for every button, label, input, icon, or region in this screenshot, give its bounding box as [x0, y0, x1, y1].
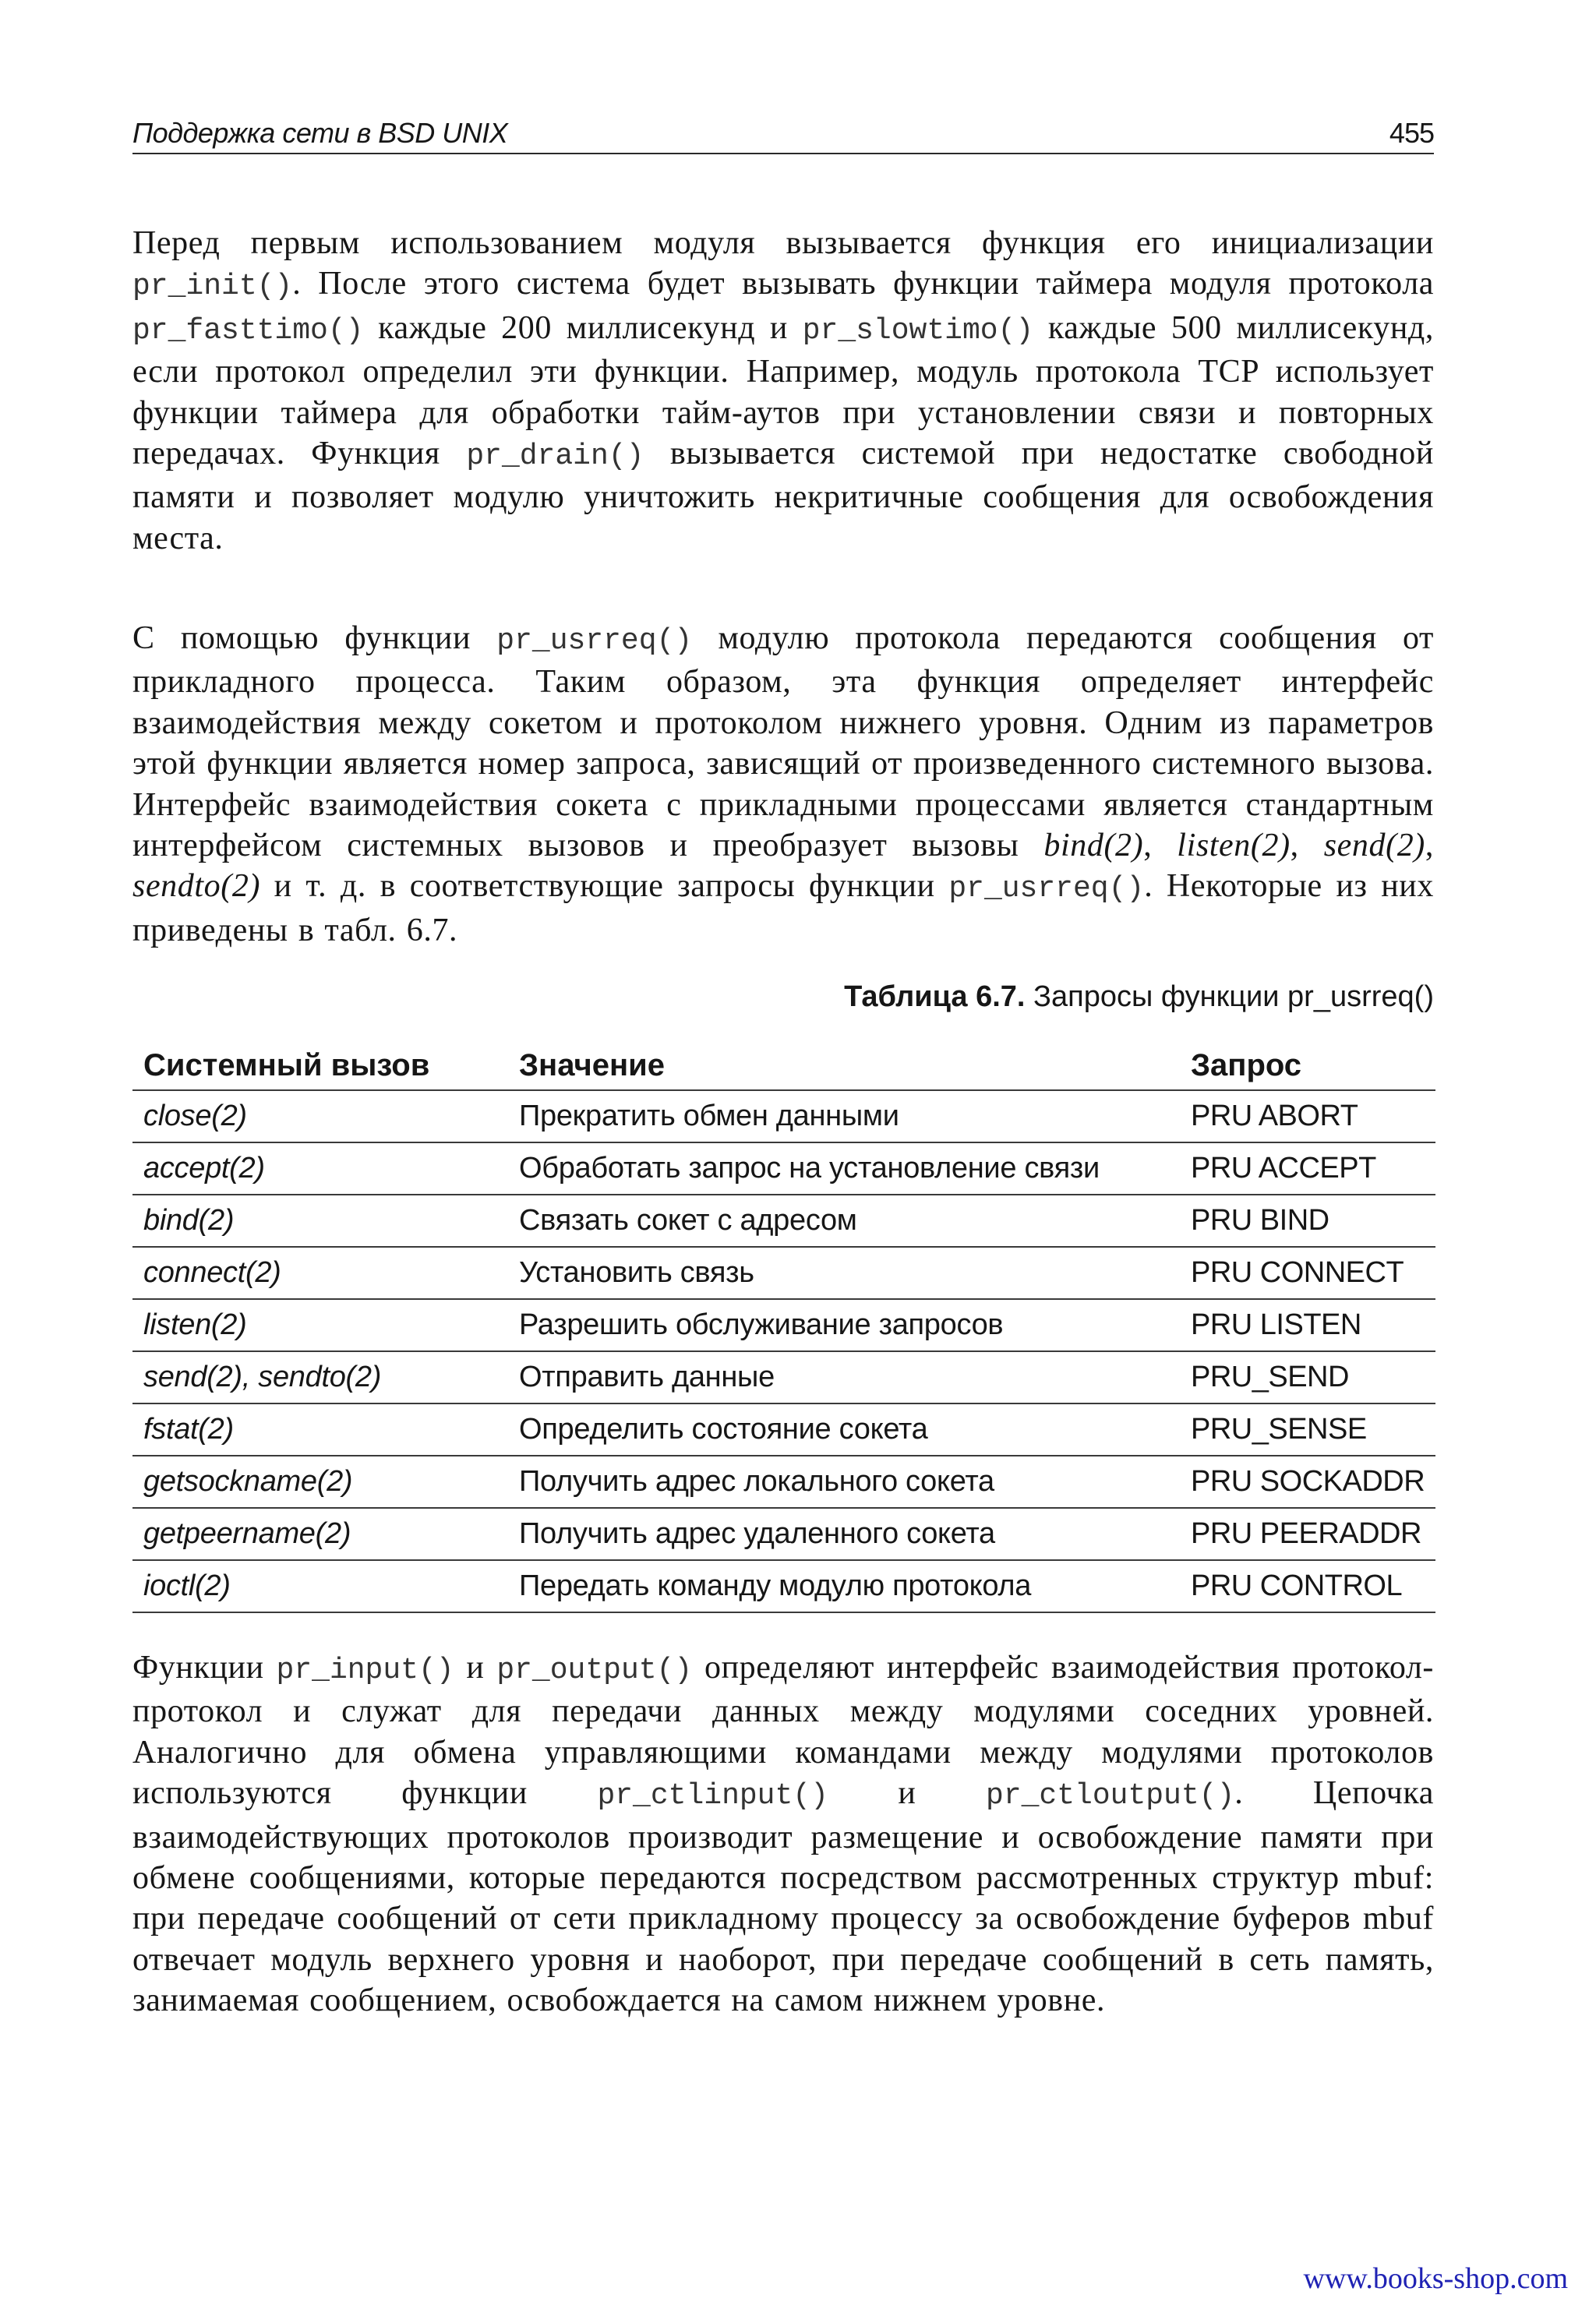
- text-run: вызывается системой при недостатке свободной памяти и позволяет модулю уничтожить некритичные сообщения для освобождения места.: [132, 436, 1434, 556]
- paragraph-2: [132, 618, 1434, 951]
- text-run: С помощью функции: [132, 620, 497, 656]
- text-run: и: [454, 1650, 497, 1686]
- table-row: [132, 1142, 1435, 1195]
- cell-call: getpeername(2): [132, 1508, 508, 1560]
- column-header-request: Запрос: [1180, 1041, 1435, 1090]
- table-row: [132, 1508, 1435, 1560]
- caption-text: Запросы функции pr_usrreq(): [1025, 980, 1434, 1013]
- column-header-meaning: Значение: [508, 1041, 1180, 1090]
- code-pr-slowtimo: pr_slowtimo(): [802, 313, 1034, 348]
- italic-send: send(2): [1323, 828, 1425, 864]
- code-pr-ctloutput: pr_ctloutput(): [986, 1779, 1235, 1813]
- text-run: каждые 500 миллисекунд, если протокол определил эти функции. Например, модуль протокола TCP использует функции таймера для обработки тайм-аутов при установлении связи и повторных передачах. Функция: [132, 309, 1435, 472]
- paragraph-1: [132, 223, 1434, 559]
- cell-request: PRU CONNECT: [1180, 1247, 1435, 1299]
- table-row: [132, 1090, 1435, 1142]
- text-run: Функции: [132, 1650, 277, 1686]
- table-row: [132, 1351, 1435, 1403]
- text-run: . Цепочка взаимодействующих протоколов производит размещение и освобождение памяти при обмене сообщениями, которые передаются посредством рассмотренных структур mbuf: при передаче сообщений от сети прикладному процессу за освобождение буферов mbuf отвечает модуль верхнего уровня и наоборот, при передаче сообщений в сеть память, занимаемая сообщением, освобождается на самом нижнем уровне.: [132, 1775, 1434, 2019]
- table-row: [132, 1299, 1435, 1351]
- cell-meaning: Связать сокет с адресом: [508, 1195, 1180, 1247]
- text-run: модулю протокола передаются сообщения от прикладного процесса. Таким образом, эта функция определяет интерфейс взаимодействия между сокетом и протоколом нижнего уровня. Одним из параметров этой функции является номер запроса, зависящий от произведенного системного вызова. Интерфейс взаимодействия сокета с прикладными процессами является стандартным интерфейсом системных вызовов и преобразует вызовы: [132, 620, 1435, 864]
- text-run: . Некоторые из них приведены в табл. 6.7.: [132, 868, 1434, 948]
- text-run: Перед первым использованием модуля вызывается функция его инициализации: [132, 225, 1434, 261]
- chapter-title: Поддержка сети в BSD UNIX: [132, 117, 508, 149]
- text-run: и т. д. в соответствующие запросы функции: [260, 868, 949, 905]
- table-row: [132, 1560, 1435, 1612]
- cell-request: PRU ACCEPT: [1180, 1142, 1435, 1195]
- text-run: . После этого система будет вызывать функции таймера модуля протокола: [292, 266, 1434, 302]
- italic-bind: bind(2): [1043, 828, 1144, 864]
- caption-label: Таблица 6.7.: [844, 980, 1026, 1013]
- running-header: [132, 115, 1434, 154]
- table-caption: [701, 980, 1434, 1014]
- cell-call: ioctl(2): [132, 1560, 508, 1612]
- cell-meaning: Установить связь: [508, 1247, 1180, 1299]
- code-pr-usrreq-2: pr_usrreq(): [948, 872, 1145, 906]
- requests-table: [132, 1041, 1435, 1613]
- column-header-call: Системный вызов: [132, 1041, 508, 1090]
- code-pr-output: pr_output(): [496, 1654, 693, 1687]
- cell-meaning: Разрешить обслуживание запросов: [508, 1299, 1180, 1351]
- code-pr-drain: pr_drain(): [466, 440, 644, 474]
- cell-request: PRU_SENSE: [1180, 1403, 1435, 1456]
- cell-call: send(2), sendto(2): [132, 1351, 508, 1403]
- text-run: и: [828, 1775, 987, 1812]
- code-pr-fasttimo: pr_fasttimo(): [132, 313, 364, 348]
- cell-call: accept(2): [132, 1142, 508, 1195]
- text-run: определяют интерфейс взаимодействия протокол-протокол и служат для передачи данных между модулями соседних уровней. Аналогично для обмена управляющими командами между модулями протоколов используются функции: [132, 1650, 1435, 1812]
- website-link[interactable]: www.books-shop.com: [1303, 2262, 1568, 2295]
- table-row: [132, 1195, 1435, 1247]
- code-pr-usrreq: pr_usrreq(): [496, 624, 693, 658]
- cell-meaning: Передать команду модулю протокола: [508, 1560, 1180, 1612]
- cell-request: PRU_SEND: [1180, 1351, 1435, 1403]
- cell-call: fstat(2): [132, 1403, 508, 1456]
- italic-sendto: sendto(2): [132, 868, 261, 905]
- code-pr-init: pr_init(): [132, 270, 293, 304]
- text-run: ,: [1143, 828, 1178, 864]
- cell-call: listen(2): [132, 1299, 508, 1351]
- text-run: каждые 200 миллисекунд и: [363, 309, 803, 346]
- table-row: [132, 1456, 1435, 1508]
- page-number: 455: [1389, 117, 1434, 149]
- table-header-row: [132, 1041, 1435, 1090]
- table-row: [132, 1247, 1435, 1299]
- cell-call: getsockname(2): [132, 1456, 508, 1508]
- table-row: [132, 1403, 1435, 1456]
- cell-request: PRU PEERADDR: [1180, 1508, 1435, 1560]
- cell-request: PRU ABORT: [1180, 1090, 1435, 1142]
- cell-meaning: Получить адрес локального сокета: [508, 1456, 1180, 1508]
- code-pr-ctlinput: pr_ctlinput(): [597, 1779, 828, 1813]
- italic-listen: listen(2): [1177, 828, 1291, 864]
- text-run: ,: [1290, 828, 1324, 864]
- cell-meaning: Отправить данные: [508, 1351, 1180, 1403]
- cell-call: close(2): [132, 1090, 508, 1142]
- cell-call: bind(2): [132, 1195, 508, 1247]
- cell-meaning: Прекратить обмен данными: [508, 1090, 1180, 1142]
- cell-call: connect(2): [132, 1247, 508, 1299]
- text-run: ,: [1425, 828, 1435, 864]
- cell-request: PRU LISTEN: [1180, 1299, 1435, 1351]
- cell-meaning: Обработать запрос на установление связи: [508, 1142, 1180, 1195]
- cell-request: PRU BIND: [1180, 1195, 1435, 1247]
- cell-meaning: Получить адрес удаленного сокета: [508, 1508, 1180, 1560]
- cell-request: PRU CONTROL: [1180, 1560, 1435, 1612]
- paragraph-3: [132, 1647, 1434, 2021]
- code-pr-input: pr_input(): [276, 1654, 454, 1687]
- cell-request: PRU SOCKADDR: [1180, 1456, 1435, 1508]
- cell-meaning: Определить состояние сокета: [508, 1403, 1180, 1456]
